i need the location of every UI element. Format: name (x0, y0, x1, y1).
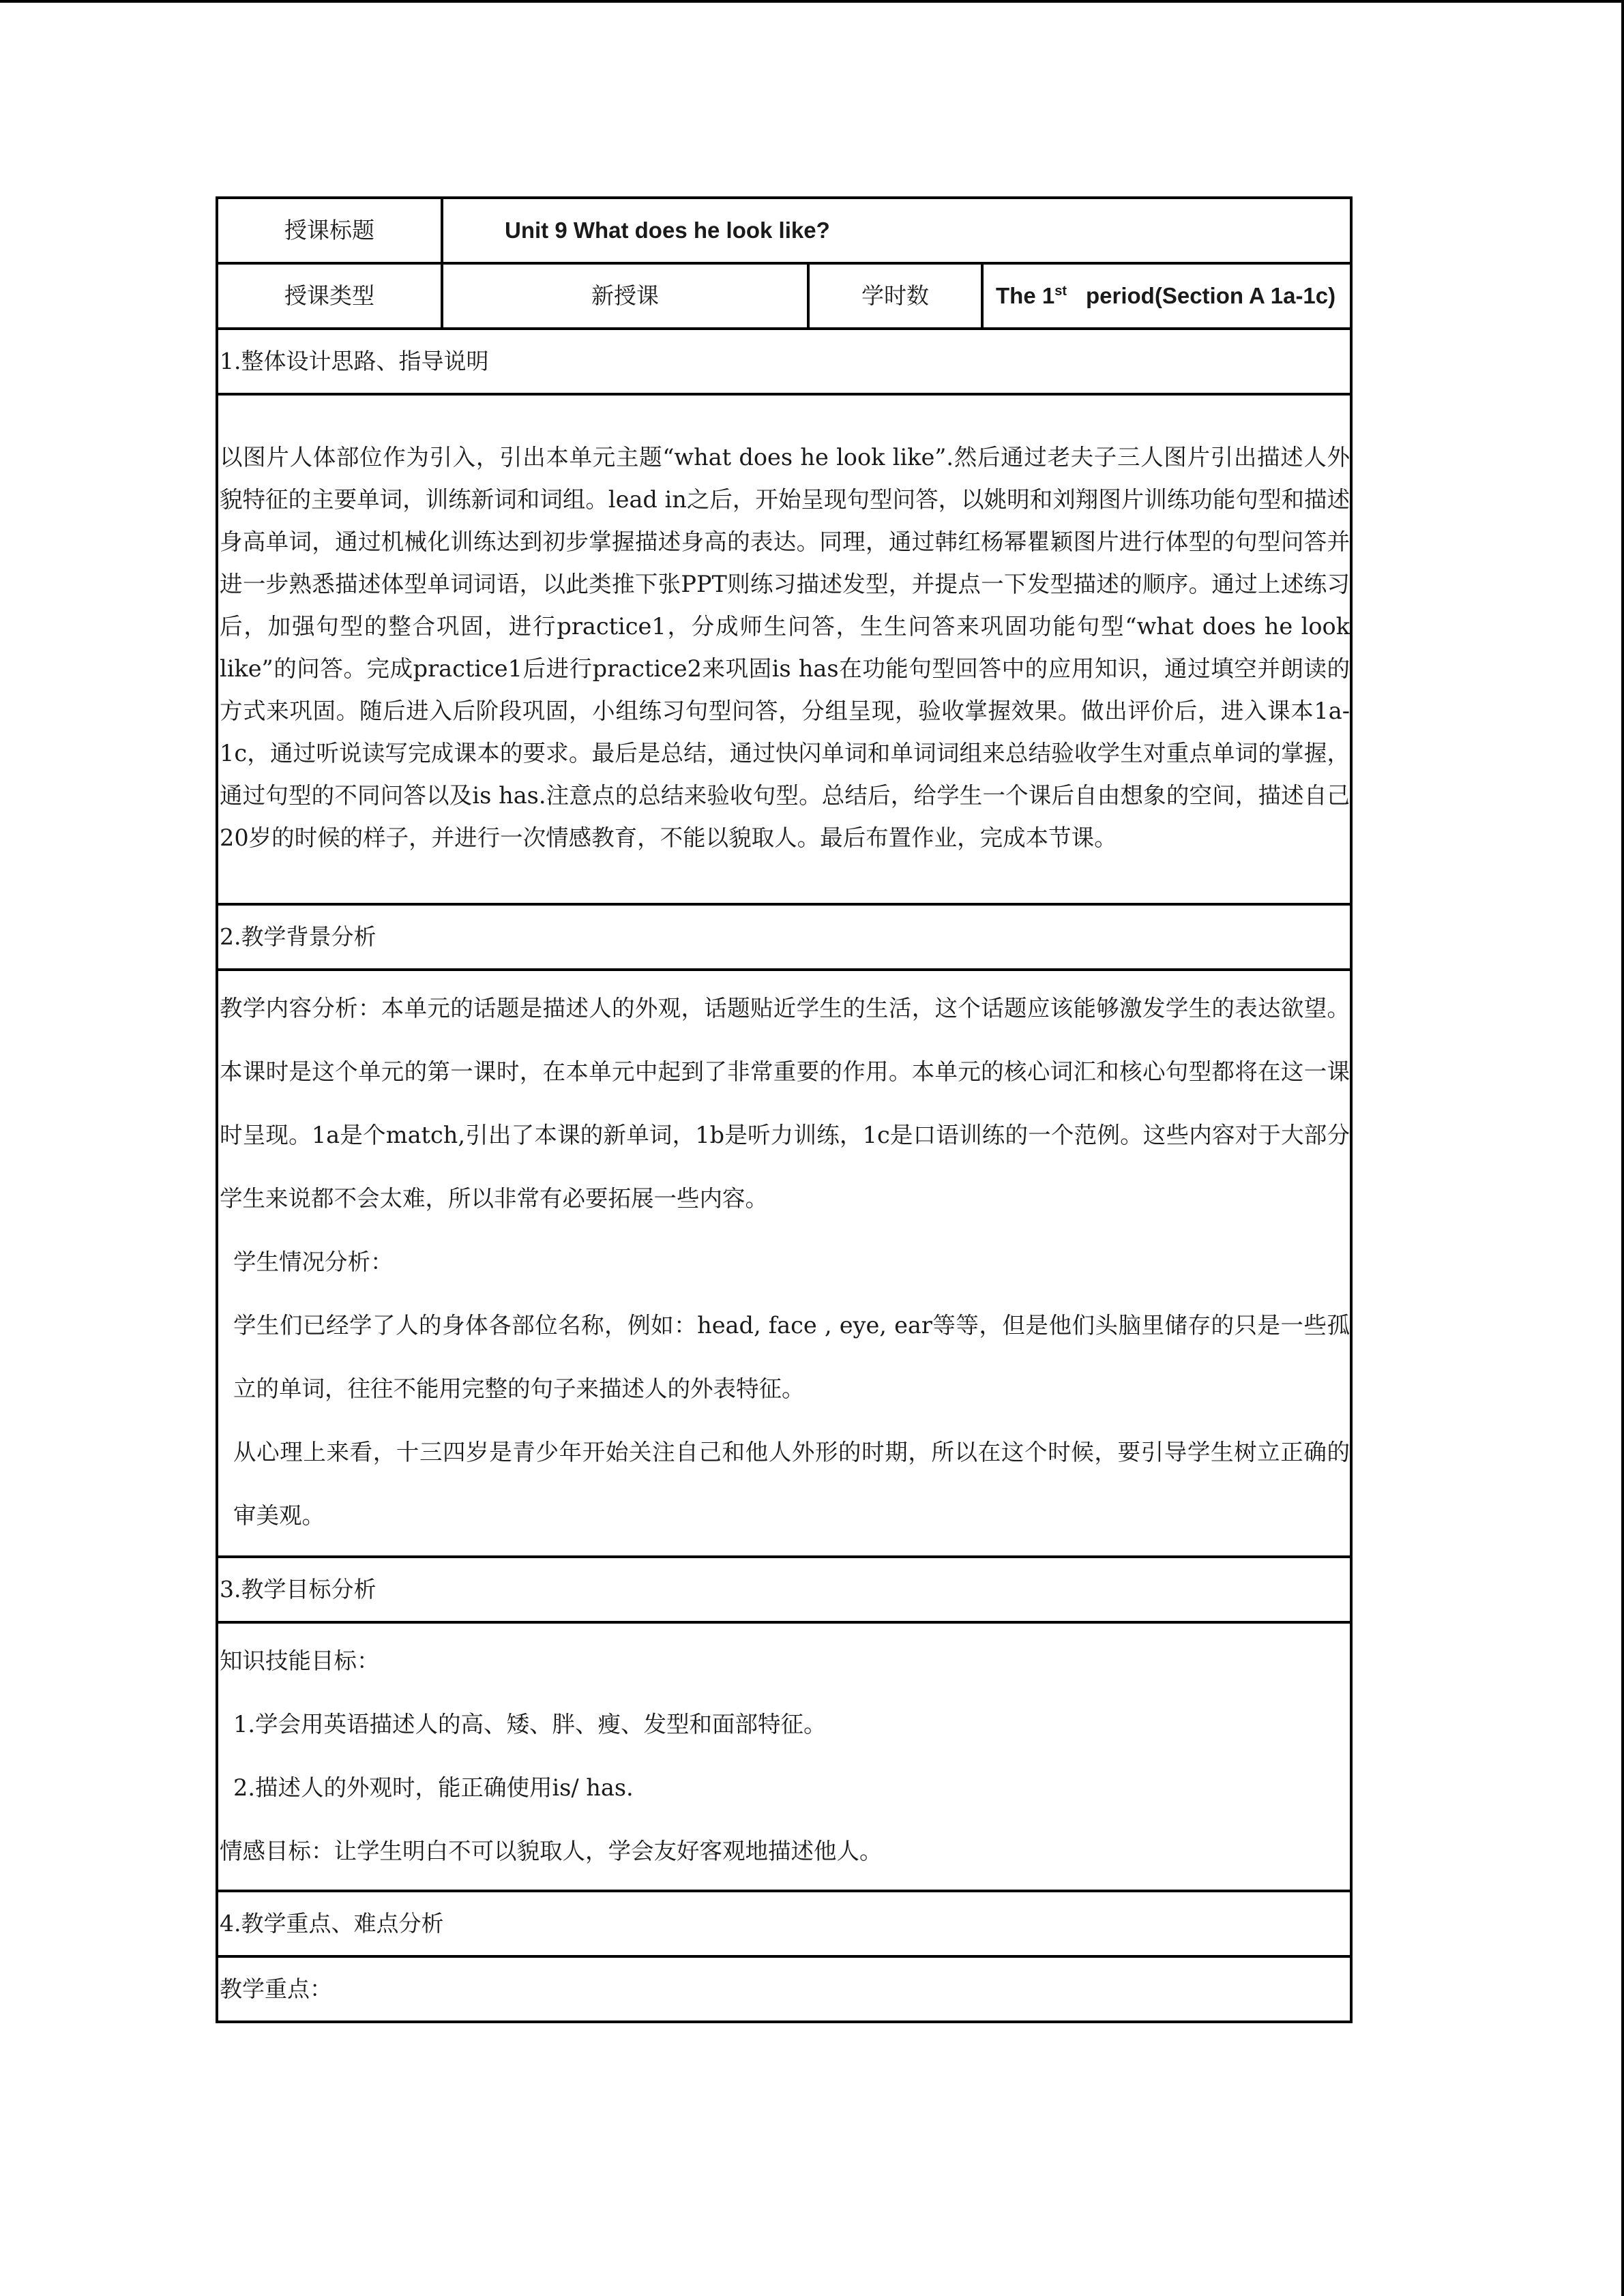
title-row (217, 198, 1351, 263)
section1-body-cell (217, 394, 1351, 904)
page-top-edge (0, 0, 1624, 3)
student-analysis-para1: 学生们已经学了人的身体各部位名称，例如：head, face , eye, ear等等，但是他们头脑里储存的只是一些孤立的单词，往往不能用完整的句子来描述人的外表特征。 (233, 1312, 1350, 1402)
student-analysis-para2: 从心理上来看，十三四岁是青少年开始关注自己和他人外形的时期，所以在这个时候，要引导学生树立正确的审美观。 (233, 1439, 1350, 1529)
section2-body-row (217, 970, 1351, 1557)
section3-body-cell (217, 1622, 1351, 1891)
section3-heading-row (217, 1557, 1351, 1622)
student-analysis-heading: 学生情况分析： (233, 1249, 394, 1275)
knowledge-goals-heading: 知识技能目标： (220, 1648, 380, 1674)
key-points-label: 教学重点： (217, 1956, 1351, 2022)
section2-heading-row (217, 904, 1351, 970)
section4-heading: 4.教学重点、难点分析 (217, 1891, 1351, 1956)
section4-heading-row (217, 1891, 1351, 1956)
section1-heading-row (217, 329, 1351, 394)
title-label: 授课标题 (217, 198, 442, 263)
lesson-plan-table (216, 196, 1353, 2023)
period-prefix: The 1 (996, 283, 1055, 309)
section1-heading: 1.整体设计思路、指导说明 (217, 329, 1351, 394)
type-value: 新授课 (442, 263, 808, 329)
hours-label: 学时数 (808, 263, 982, 329)
period-superscript: st (1054, 284, 1067, 299)
goal-item-2: 2.描述人的外观时，能正确使用is/ has. (233, 1774, 634, 1801)
lesson-title: Unit 9 What does he look like? (442, 198, 1351, 263)
section1-body-row (217, 394, 1351, 904)
period-value (982, 263, 1351, 329)
section3-heading: 3.教学目标分析 (217, 1557, 1351, 1622)
emotion-goal: 情感目标：让学生明白不可以貌取人，学会友好客观地描述他人。 (220, 1838, 883, 1864)
period-suffix: period(Section A 1a-1c) (1086, 283, 1336, 309)
design-description: 以图片人体部位作为引入，引出本单元主题“what does he look like”.然后通过老夫子三人图片引出描述人外貌特征的主要单词，训练新词和词组。lead in之后，开始呈现句型问答，以姚明和刘翔图片训练功能句型和描述身高单词，通过机械化训练达到初步掌握描述身高的表达。同理，通过韩红杨幂瞿颖图片进行体型的句型问答并进一步熟悉描述体型单词词语，以此类推下张PPT则练习描述发型，并提点一下发型描述的顺序。通过上述练习后，加强句型的整合巩固，进行practice1，分成师生问答，生生问答来巩固功能句型“what does he look like”的问答。完成practice1后进行practice2来巩固is has在功能句型回答中的应用知识，通过填空并朗读的方式来巩固。随后进入后阶段巩固，小组练习句型问答，分组呈现，验收掌握效果。做出评价后，进入课本1a-1c，通过听说读写完成课本的要求。最后是总结，通过快闪单词和单词词组来总结验收学生对重点单词的掌握，通过句型的不同问答以及is has.注意点的总结来验收句型。总结后，给学生一个课后自由想象的空间，描述自己20岁的时候的样子，并进行一次情感教育，不能以貌取人。最后布置作业，完成本节课。 (220, 444, 1350, 851)
type-row (217, 263, 1351, 329)
page-right-edge (1621, 0, 1624, 2296)
section2-heading: 2.教学背景分析 (217, 904, 1351, 970)
type-label: 授课类型 (217, 263, 442, 329)
section2-body-cell (217, 970, 1351, 1557)
section4-body-row (217, 1956, 1351, 2022)
section3-body-row (217, 1622, 1351, 1891)
goal-item-1: 1.学会用英语描述人的高、矮、胖、瘦、发型和面部特征。 (233, 1711, 827, 1738)
content-analysis: 教学内容分析：本单元的话题是描述人的外观，话题贴近学生的生活，这个话题应该能够激发学生的表达欲望。本课时是这个单元的第一课时，在本单元中起到了非常重要的作用。本单元的核心词汇和核心句型都将在这一课时呈现。1a是个match,引出了本课的新单词，1b是听力训练，1c是口语训练的一个范例。这些内容对于大部分学生来说都不会太难，所以非常有必要拓展一些内容。 (220, 995, 1350, 1212)
